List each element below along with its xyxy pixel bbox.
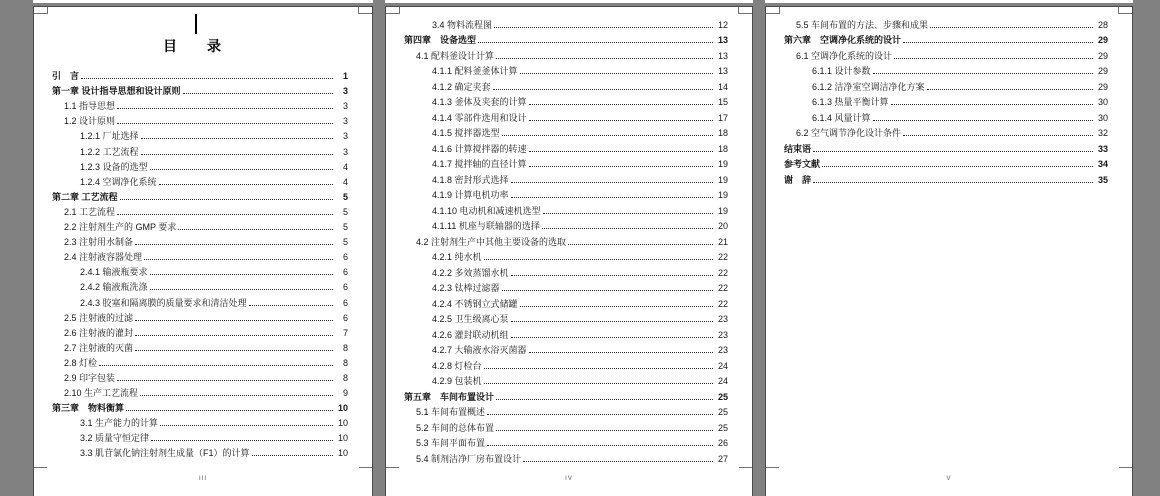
toc-entry-label: 4.2.3 钛棒过滤器: [432, 283, 500, 293]
dot-leader: [126, 410, 333, 411]
dot-leader: [487, 414, 713, 415]
toc-entry[interactable]: [396, 263, 728, 279]
toc-page-number: 23: [717, 345, 728, 355]
toc-entry-label: 引 言: [52, 71, 80, 82]
toc-entry[interactable]: [44, 218, 348, 233]
dot-leader: [502, 135, 713, 136]
toc-entry-label: 1.2.2 工艺流程: [80, 146, 139, 157]
toc-entry[interactable]: [44, 158, 348, 173]
toc-page-number: 23: [717, 329, 728, 340]
dot-leader: [178, 229, 333, 230]
toc-page-number: 34: [1097, 159, 1108, 169]
toc-page-number: 23: [717, 314, 728, 324]
toc-entry-label: 1.2.1 厂址选择: [80, 131, 139, 142]
toc-page-number: 13: [717, 66, 728, 76]
toc-entry[interactable]: [776, 62, 1108, 78]
page-footer-1: III: [198, 476, 207, 482]
dot-leader: [813, 182, 1093, 183]
toc-page-number: 29: [1097, 66, 1108, 76]
toc-entry[interactable]: [44, 188, 348, 203]
toc-page-number: 10: [337, 403, 348, 414]
toc-entry[interactable]: [396, 217, 728, 233]
toc-entry-label: 4.1.4 零部件选用和设计: [432, 112, 527, 123]
toc-entry-label: 1.1 指导思想: [64, 101, 116, 112]
toc-entry-label: 6.1.3 热量平衡计算: [812, 97, 889, 107]
toc-entry-label: 2.4.1 输液瓶要求: [80, 267, 148, 278]
toc-entry-label: 4.1.2 确定夹套: [432, 81, 491, 92]
dot-leader: [529, 352, 713, 353]
toc-entry[interactable]: [776, 46, 1108, 62]
dot-leader: [511, 182, 713, 183]
toc-page-number: 35: [1097, 174, 1108, 185]
toc-entry-label: 4.1.9 计算电机功率: [432, 190, 509, 200]
toc-entry[interactable]: [396, 294, 728, 310]
dot-leader: [135, 335, 333, 336]
toc-entry-label: 6.1.1 设计参数: [812, 66, 871, 76]
toc-page-number: 33: [1097, 143, 1108, 154]
page-footer-3: V: [946, 476, 952, 482]
toc-entry-label: 4.1.1 配料釜釜体计算: [432, 66, 518, 76]
toc-page-number: 4: [342, 176, 348, 187]
dot-leader: [140, 395, 333, 396]
toc-entry-label: 4.2.2 多效蒸馏水机: [432, 267, 509, 278]
toc-entry-label: 4.1 配料釜设计计算: [416, 50, 495, 61]
dot-leader: [511, 321, 713, 322]
text-boundary-mark: [766, 467, 779, 468]
dot-leader: [529, 151, 713, 152]
toc-entry[interactable]: [44, 324, 348, 339]
toc-page-number: 8: [342, 357, 348, 368]
toc-entry[interactable]: [44, 429, 348, 444]
toc-entry-label: 3.4 物料流程图: [432, 19, 493, 30]
toc-entry-label: 2.2 注射剂生产的 GMP 要求: [64, 222, 177, 233]
toc-entry-label: 4.1.8 密封形式选择: [432, 174, 509, 185]
toc-page-number: 19: [717, 205, 728, 216]
toc-entry-label: 2.6 注射液的灌封: [64, 327, 134, 338]
toc-page-number: 19: [717, 190, 728, 200]
toc-entry[interactable]: [44, 67, 348, 82]
dot-leader: [822, 166, 1093, 167]
toc-entry[interactable]: [776, 155, 1108, 171]
dot-leader: [183, 93, 333, 94]
toc-entry[interactable]: [776, 108, 1108, 124]
toc-entry[interactable]: [776, 15, 1108, 31]
toc-entry-label: 2.9 印字包装: [64, 372, 116, 383]
toc-entry-label: 4.2.6 灌封联动机组: [432, 329, 509, 340]
toc-entry-label: 3.2 质量守恒定律: [80, 433, 150, 444]
toc-entry-label: 4.1.3 釜体及夹套的计算: [432, 97, 527, 107]
toc-entry-label: 5.4 制剂洁净厂房布置设计: [416, 453, 522, 464]
dot-leader: [903, 42, 1093, 43]
toc-page-number: 18: [717, 143, 728, 154]
toc-entry-label: 4.1.5 搅拌器选型: [432, 128, 500, 138]
toc-list-2: [396, 15, 728, 465]
dot-leader: [813, 151, 1093, 152]
toc-page-number: 8: [342, 342, 348, 353]
toc-entry[interactable]: [396, 124, 728, 140]
toc-page-number: 13: [717, 35, 728, 45]
page-footer-2: IV: [565, 476, 573, 482]
toc-entry-label: 6.2 空气调节净化设计条件: [796, 128, 902, 138]
toc-page-number: 25: [717, 422, 728, 433]
toc-page-number: 22: [717, 252, 728, 262]
toc-entry[interactable]: [396, 155, 728, 171]
toc-entry-label: 1.2.3 设备的选型: [80, 161, 148, 172]
toc-entry-label: 2.4.2 输液瓶洗涤: [80, 282, 148, 293]
toc-page-number: 3: [342, 146, 348, 157]
text-boundary-mark: [1119, 467, 1132, 468]
toc-page-number: 1: [342, 71, 348, 82]
toc-title: 目 录: [163, 38, 229, 54]
toc-entry[interactable]: [396, 77, 728, 93]
toc-page-number: 3: [342, 116, 348, 127]
toc-entry[interactable]: [776, 139, 1108, 155]
toc-entry[interactable]: [396, 108, 728, 124]
toc-entry[interactable]: [396, 93, 728, 109]
toc-entry[interactable]: [44, 248, 348, 263]
toc-entry-label: 3.3 肌苷氯化钠注射剂生成量（F1）的计算: [80, 448, 250, 459]
toc-page-number: 6: [342, 252, 348, 263]
dot-leader: [487, 445, 713, 446]
toc-entry-label: 2.5 注射液的过滤: [64, 312, 134, 323]
toc-entry[interactable]: [44, 309, 348, 324]
toc-entry-label: 1.2 设计原则: [64, 116, 116, 127]
toc-entry-label: 5.1 车间布置概述: [416, 407, 486, 417]
toc-entry-label: 第四章 设备选型: [404, 35, 477, 45]
toc-entry[interactable]: [396, 139, 728, 155]
toc-page-number: 14: [717, 81, 728, 92]
dot-leader: [252, 455, 333, 456]
dot-leader: [520, 306, 713, 307]
toc-entry-label: 结束语: [784, 143, 812, 154]
text-boundary-mark: [386, 467, 399, 468]
dot-leader: [511, 197, 713, 198]
dot-leader: [529, 120, 713, 121]
toc-page-number: 15: [717, 97, 728, 107]
toc-entry-label: 3.1 生产能力的计算: [80, 418, 159, 429]
toc-page-number: 19: [717, 159, 728, 169]
toc-entry[interactable]: [396, 186, 728, 202]
dot-leader: [135, 350, 333, 351]
toc-entry[interactable]: [396, 356, 728, 372]
toc-entry[interactable]: [44, 82, 348, 97]
toc-entry[interactable]: [44, 203, 348, 218]
toc-page-number: 29: [1097, 35, 1108, 45]
dot-leader: [117, 108, 333, 109]
dot-leader: [494, 27, 713, 28]
toc-entry-label: 第一章 设计指导思想和设计原则: [52, 86, 181, 97]
toc-entry[interactable]: [396, 232, 728, 248]
toc-entry[interactable]: [44, 127, 348, 142]
toc-entry-label: 4.2.9 包装机: [432, 376, 482, 386]
toc-entry[interactable]: [396, 418, 728, 434]
dot-leader: [117, 123, 333, 124]
toc-entry-label: 4.2.4 不锈钢立式储罐: [432, 298, 518, 309]
toc-entry[interactable]: [44, 384, 348, 399]
toc-entry[interactable]: [776, 93, 1108, 109]
toc-entry-label: 5.2 车间的总体布置: [416, 422, 495, 433]
toc-entry[interactable]: [44, 173, 348, 188]
toc-page-number: 9: [342, 388, 348, 399]
toc-page-number: 5: [342, 206, 348, 217]
toc-entry[interactable]: [776, 31, 1108, 47]
toc-entry[interactable]: [44, 354, 348, 369]
toc-entry[interactable]: [396, 279, 728, 295]
dot-leader: [484, 368, 713, 369]
toc-entry[interactable]: [396, 170, 728, 186]
toc-page-number: 22: [717, 298, 728, 309]
dot-leader: [568, 244, 713, 245]
toc-page-number: 32: [1097, 128, 1108, 138]
toc-entry-label: 2.10 生产工艺流程: [64, 388, 139, 399]
toc-entry[interactable]: [44, 112, 348, 127]
dot-leader: [141, 138, 333, 139]
toc-entry-label: 第六章 空调净化系统的设计: [784, 35, 902, 45]
dot-leader: [144, 259, 333, 260]
toc-page-number: 24: [717, 360, 728, 371]
toc-page-number: 30: [1097, 112, 1108, 123]
toc-entry[interactable]: [44, 278, 348, 293]
toc-page-number: 8: [342, 372, 348, 383]
dot-leader: [520, 73, 713, 74]
toc-page-number: 22: [717, 283, 728, 293]
toc-entry-label: 4.2 注射剂生产中其他主要设备的选取: [416, 236, 567, 247]
dot-leader: [496, 58, 713, 59]
toc-entry-label: 谢 辞: [784, 174, 812, 185]
toc-entry-label: 4.2.7 大输液水浴灭菌器: [432, 345, 527, 355]
toc-page-number: 24: [717, 376, 728, 386]
toc-page-number: 18: [717, 128, 728, 138]
toc-page-number: 10: [337, 418, 348, 429]
toc-title-block[interactable]: [44, 14, 348, 55]
toc-entry[interactable]: [44, 339, 348, 354]
dot-leader: [151, 440, 333, 441]
toc-page-number: 25: [717, 407, 728, 417]
toc-entry-label: 6.1.2 洁净室空调洁净化方案: [812, 81, 925, 92]
toc-entry-label: 4.2.8 灯检台: [432, 360, 482, 371]
dot-leader: [150, 169, 333, 170]
dot-leader: [484, 259, 713, 260]
dot-leader: [542, 228, 713, 229]
toc-page-number: 12: [717, 19, 728, 30]
toc-list-1: [44, 67, 348, 459]
dot-leader: [99, 365, 333, 366]
dot-leader: [478, 42, 713, 43]
dot-leader: [117, 380, 333, 381]
toc-page-number: 17: [717, 112, 728, 123]
toc-page-number: 6: [342, 297, 348, 308]
dot-leader: [484, 383, 713, 384]
toc-page-number: 10: [337, 433, 348, 444]
dot-leader: [903, 135, 1093, 136]
toc-page-number: 3: [342, 86, 348, 97]
toc-page-number: 3: [342, 101, 348, 112]
dot-leader: [529, 104, 713, 105]
toc-page-number: 27: [717, 453, 728, 464]
dot-leader: [529, 166, 713, 167]
dot-leader: [502, 290, 713, 291]
toc-page-number: 5: [342, 191, 348, 202]
toc-entry[interactable]: [396, 31, 728, 47]
text-boundary-mark: [359, 467, 372, 468]
toc-entry[interactable]: [44, 233, 348, 248]
dot-leader: [894, 58, 1093, 59]
toc-page-number: 6: [342, 282, 348, 293]
dot-leader: [511, 337, 713, 338]
adjacent-page-edge: [33, 0, 373, 3]
toc-page-number: 29: [1097, 81, 1108, 92]
dot-leader: [120, 199, 333, 200]
toc-entry[interactable]: [776, 124, 1108, 140]
adjacent-page-edge: [385, 0, 753, 3]
dot-leader: [135, 320, 333, 321]
toc-page-number: 6: [342, 312, 348, 323]
toc-entry[interactable]: [396, 62, 728, 78]
toc-entry-label: 参考文献: [784, 159, 821, 169]
toc-page-number: 10: [337, 448, 348, 459]
toc-entry-label: 6.1.4 风量计算: [812, 112, 871, 123]
toc-entry[interactable]: [776, 77, 1108, 93]
dot-leader: [159, 184, 333, 185]
toc-page-1[interactable]: [33, 6, 373, 496]
toc-page-number: 4: [342, 161, 348, 172]
toc-entry-label: 6.1 空调净化系统的设计: [796, 50, 893, 61]
toc-entry-label: 2.8 灯检: [64, 357, 98, 368]
dot-leader: [873, 73, 1093, 74]
toc-entry[interactable]: [396, 325, 728, 341]
dot-leader: [511, 275, 713, 276]
toc-entry[interactable]: [44, 263, 348, 278]
toc-entry-label: 第五章 车间布置设计: [404, 391, 495, 402]
toc-entry[interactable]: [396, 434, 728, 450]
dot-leader: [117, 214, 333, 215]
toc-entry[interactable]: [396, 449, 728, 465]
text-boundary-mark: [34, 467, 47, 468]
dot-leader: [150, 289, 333, 290]
toc-entry[interactable]: [44, 414, 348, 429]
toc-page-number: 13: [717, 50, 728, 61]
dot-leader: [891, 104, 1093, 105]
toc-entry-label: 4.1.6 计算搅拌器的转速: [432, 143, 527, 154]
dot-leader: [150, 274, 333, 275]
toc-entry[interactable]: [44, 444, 348, 459]
text-cursor-icon: [195, 14, 197, 34]
dot-leader: [930, 27, 1093, 28]
toc-entry-label: 2.4 注射液容器处理: [64, 252, 143, 263]
dot-leader: [160, 425, 333, 426]
toc-entry[interactable]: [396, 403, 728, 419]
toc-entry[interactable]: [396, 310, 728, 326]
toc-entry[interactable]: [396, 248, 728, 264]
toc-entry-label: 2.1 工艺流程: [64, 206, 116, 217]
adjacent-page-edge: [765, 0, 1133, 3]
dot-leader: [81, 78, 333, 79]
toc-list-3: [776, 15, 1108, 186]
toc-entry[interactable]: [44, 399, 348, 414]
toc-entry[interactable]: [396, 201, 728, 217]
toc-entry-label: 2.7 注射液的灭菌: [64, 342, 134, 353]
dot-leader: [135, 244, 333, 245]
toc-entry-label: 1.2.4 空调净化系统: [80, 176, 157, 187]
toc-entry-label: 第三章 物料衡算: [52, 403, 125, 414]
toc-entry[interactable]: [44, 369, 348, 384]
toc-page-number: 28: [1097, 19, 1108, 30]
toc-entry-label: 4.1.7 搅拌轴的直径计算: [432, 159, 527, 169]
toc-entry[interactable]: [396, 372, 728, 388]
toc-entry[interactable]: [396, 46, 728, 62]
toc-page-2[interactable]: [385, 6, 753, 496]
toc-page-number: 7: [342, 327, 348, 338]
toc-entry-label: 4.1.11 机座与联轴器的选择: [432, 221, 540, 231]
toc-page-number: 22: [717, 267, 728, 278]
toc-entry-label: 第二章 工艺流程: [52, 191, 118, 202]
toc-entry[interactable]: [44, 97, 348, 112]
toc-entry-label: 2.3 注射用水制备: [64, 237, 134, 248]
toc-page-number: 5: [342, 237, 348, 248]
dot-leader: [543, 213, 713, 214]
toc-entry[interactable]: [396, 387, 728, 403]
dot-leader: [249, 305, 333, 306]
toc-page-number: 26: [717, 438, 728, 448]
text-boundary-mark: [739, 467, 752, 468]
dot-leader: [523, 461, 713, 462]
toc-entry[interactable]: [44, 293, 348, 308]
toc-page-number: 21: [717, 236, 728, 247]
dot-leader: [496, 430, 713, 431]
dot-leader: [493, 89, 713, 90]
toc-page-number: 20: [717, 221, 728, 231]
toc-entry[interactable]: [44, 142, 348, 157]
toc-entry-label: 4.2.1 纯水机: [432, 252, 482, 262]
toc-page-number: 3: [342, 131, 348, 142]
toc-entry-label: 5.5 车间布置的方法、步骤和成果: [796, 19, 929, 30]
toc-entry[interactable]: [396, 341, 728, 357]
toc-page-number: 6: [342, 267, 348, 278]
toc-entry-label: 5.3 车间平面布置: [416, 438, 486, 448]
toc-page-number: 5: [342, 222, 348, 233]
toc-entry-label: 4.2.5 卫生级离心泵: [432, 314, 509, 324]
toc-page-number: 29: [1097, 50, 1108, 61]
toc-page-number: 30: [1097, 97, 1108, 107]
toc-entry[interactable]: [396, 15, 728, 31]
dot-leader: [873, 120, 1093, 121]
toc-entry-label: 4.1.10 电动机和减速机选型: [432, 205, 541, 216]
toc-entry-label: 2.4.3 胶塞和隔离膜的质量要求和清洁处理: [80, 297, 247, 308]
dot-leader: [141, 154, 333, 155]
toc-page-3[interactable]: [765, 6, 1133, 496]
dot-leader: [927, 89, 1093, 90]
dot-leader: [496, 399, 713, 400]
toc-page-number: 25: [717, 391, 728, 402]
toc-page-number: 19: [717, 174, 728, 185]
toc-entry[interactable]: [776, 170, 1108, 186]
